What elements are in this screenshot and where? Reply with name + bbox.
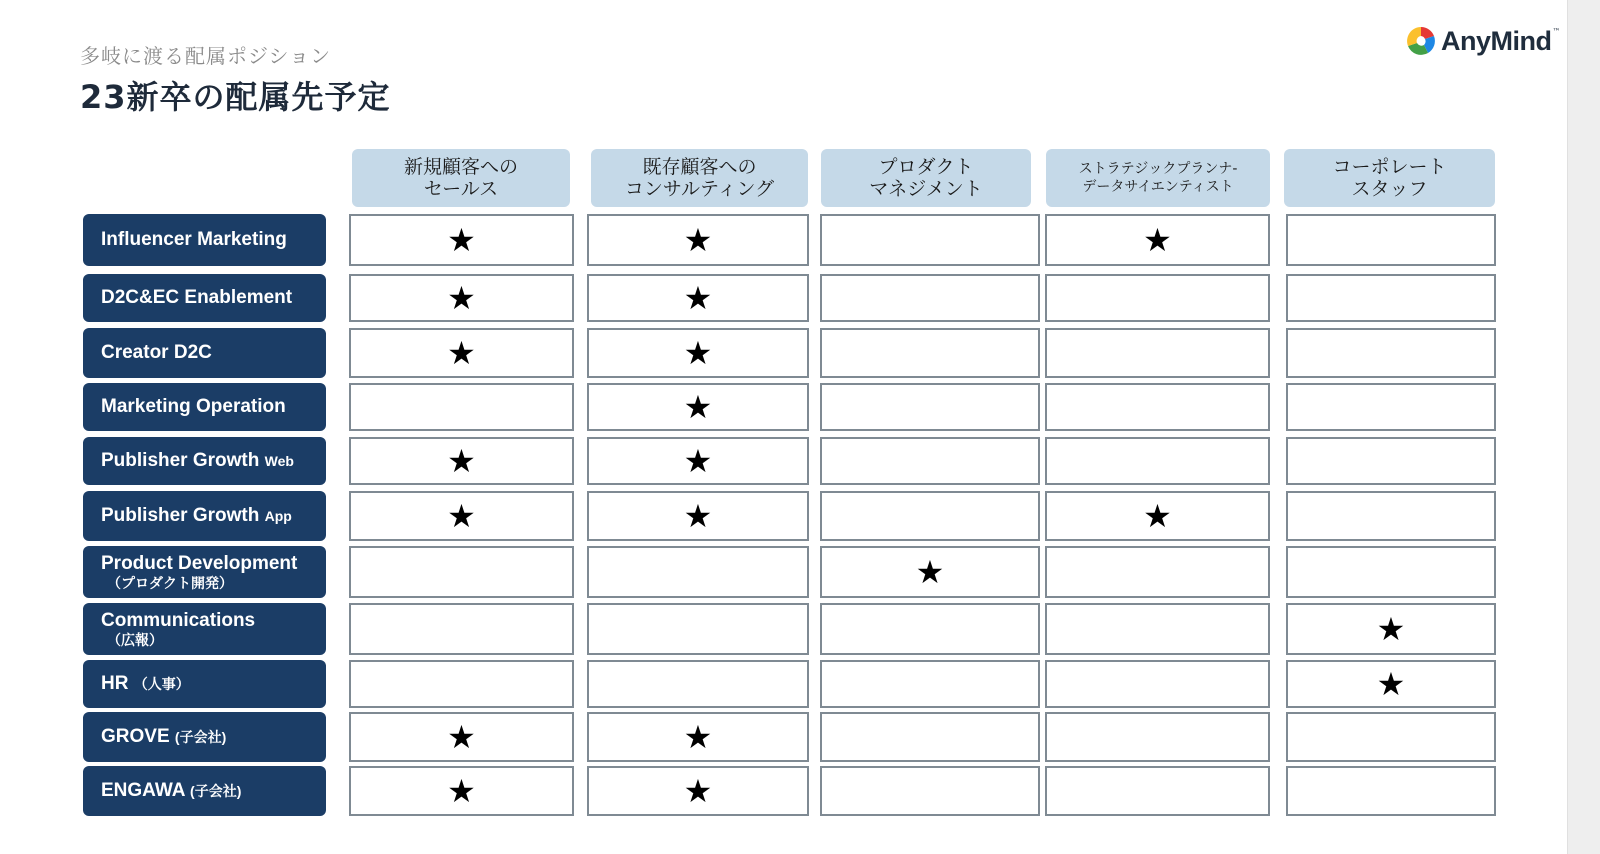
row-label-11	[83, 766, 326, 816]
star-icon: ★	[1376, 610, 1406, 648]
row-label-subtext: （プロダクト開発）	[107, 574, 233, 591]
table-cell	[349, 603, 574, 655]
table-cell	[820, 546, 1040, 598]
table-cell	[1286, 274, 1496, 322]
star-icon: ★	[447, 442, 476, 480]
row-label-main-line	[101, 673, 326, 695]
table-cell	[1286, 214, 1496, 266]
table-cell	[587, 383, 809, 431]
slide-subtitle: 多岐に渡る配属ポジション	[80, 44, 332, 68]
table-cell	[587, 491, 809, 541]
row-label-text: Creator D2C	[101, 342, 212, 363]
table-cell	[820, 766, 1040, 816]
row-label-text: Publisher Growth	[101, 505, 265, 526]
star-icon: ★	[683, 772, 713, 810]
row-label-main-line	[101, 287, 326, 309]
logo-text: AnyMind	[1441, 25, 1552, 56]
row-label-main-line	[101, 229, 326, 251]
row-label-suffix: App	[264, 508, 292, 524]
row-label-4	[83, 383, 326, 431]
anymind-logo	[1404, 24, 1561, 58]
table-cell	[1045, 274, 1270, 322]
table-cell	[1045, 214, 1270, 266]
star-icon: ★	[683, 442, 713, 480]
star-icon: ★	[683, 221, 713, 259]
table-cell	[820, 437, 1040, 485]
star-icon: ★	[447, 279, 476, 317]
logo-trademark: ™	[1552, 26, 1561, 36]
table-cell	[820, 491, 1040, 541]
table-cell	[1286, 603, 1496, 655]
row-label-6	[83, 491, 326, 541]
table-cell	[820, 274, 1040, 322]
row-label-subtext: （広報）	[107, 631, 163, 648]
table-cell	[1045, 546, 1270, 598]
table-cell	[1045, 437, 1270, 485]
table-cell	[349, 660, 574, 708]
table-cell	[349, 766, 574, 816]
row-label-main-line	[101, 505, 326, 527]
row-label-text: Influencer Marketing	[101, 229, 287, 250]
table-cell	[587, 603, 809, 655]
table-cell	[349, 383, 574, 431]
table-cell	[587, 660, 809, 708]
column-header-4: ストラテジックプランナ- データサイエンティスト	[1046, 149, 1270, 207]
table-cell	[587, 712, 809, 762]
row-label-2	[83, 274, 326, 322]
row-label-main-line	[101, 342, 326, 364]
column-header-1: 新規顧客への セールス	[352, 149, 570, 207]
table-cell	[1286, 660, 1496, 708]
table-cell	[820, 712, 1040, 762]
row-label-3	[83, 328, 326, 378]
star-icon: ★	[447, 718, 476, 756]
row-label-text: GROVE	[101, 726, 175, 747]
table-cell	[1286, 766, 1496, 816]
row-label-9	[83, 660, 326, 708]
table-cell	[1286, 546, 1496, 598]
row-label-main-line	[101, 780, 326, 802]
table-cell	[1045, 660, 1270, 708]
table-cell	[1286, 383, 1496, 431]
table-cell	[1045, 491, 1270, 541]
table-cell	[349, 328, 574, 378]
star-icon: ★	[447, 772, 476, 810]
row-label-main-line	[101, 726, 326, 748]
slide-title: 23新卒の配属先予定	[80, 78, 391, 116]
table-cell	[1045, 383, 1270, 431]
table-cell	[349, 546, 574, 598]
column-header-5: コーポレート スタッフ	[1284, 149, 1495, 207]
star-icon: ★	[683, 497, 713, 535]
table-cell	[349, 214, 574, 266]
column-header-3: プロダクト マネジメント	[821, 149, 1031, 207]
table-cell	[349, 437, 574, 485]
row-label-main-line	[101, 553, 326, 575]
row-label-text: Publisher Growth	[101, 450, 265, 471]
row-label-suffix: (子会社)	[190, 783, 242, 799]
table-cell	[587, 766, 809, 816]
table-cell	[820, 383, 1040, 431]
table-cell	[1286, 712, 1496, 762]
row-label-suffix: （人事）	[133, 676, 190, 692]
table-cell	[587, 328, 809, 378]
star-icon: ★	[447, 221, 476, 259]
table-cell	[820, 603, 1040, 655]
table-cell	[1286, 437, 1496, 485]
table-cell	[1286, 328, 1496, 378]
table-cell	[587, 214, 809, 266]
star-icon: ★	[1143, 221, 1172, 259]
table-cell	[349, 274, 574, 322]
row-label-main-line	[101, 396, 326, 418]
table-cell	[349, 491, 574, 541]
row-label-8	[83, 603, 326, 655]
star-icon: ★	[915, 553, 945, 591]
star-icon: ★	[683, 388, 713, 426]
row-label-7	[83, 546, 326, 598]
star-icon: ★	[683, 334, 713, 372]
row-label-suffix: (子会社)	[174, 729, 227, 745]
table-cell	[587, 274, 809, 322]
table-cell	[820, 328, 1040, 378]
table-cell	[820, 660, 1040, 708]
star-icon: ★	[1376, 665, 1406, 703]
column-header-2: 既存顧客への コンサルティング	[591, 149, 808, 207]
row-label-text: D2C&EC Enablement	[101, 287, 293, 308]
row-label-suffix: Web	[264, 453, 294, 469]
row-label-main-line	[101, 450, 326, 472]
anymind-logo-icon	[1404, 24, 1438, 58]
row-label-text: ENGAWA	[101, 780, 191, 801]
table-cell	[1045, 603, 1270, 655]
table-cell	[349, 712, 574, 762]
row-label-main-line	[101, 610, 326, 632]
row-label-1	[83, 214, 326, 266]
star-icon: ★	[683, 718, 713, 756]
table-cell	[1286, 491, 1496, 541]
table-cell	[1045, 766, 1270, 816]
star-icon: ★	[447, 334, 476, 372]
table-cell	[1045, 328, 1270, 378]
star-icon: ★	[683, 279, 713, 317]
row-label-10	[83, 712, 326, 762]
row-label-text: HR	[101, 673, 134, 694]
row-label-text: Marketing Operation	[101, 396, 286, 417]
table-cell	[820, 214, 1040, 266]
right-edge-strip	[1567, 0, 1600, 854]
row-label-text: Communications	[101, 609, 256, 631]
star-icon: ★	[1143, 497, 1172, 535]
row-label-text: Product Development	[101, 552, 298, 574]
table-cell	[587, 437, 809, 485]
row-label-5	[83, 437, 326, 485]
star-icon: ★	[447, 497, 476, 535]
table-cell	[1045, 712, 1270, 762]
table-cell	[587, 546, 809, 598]
